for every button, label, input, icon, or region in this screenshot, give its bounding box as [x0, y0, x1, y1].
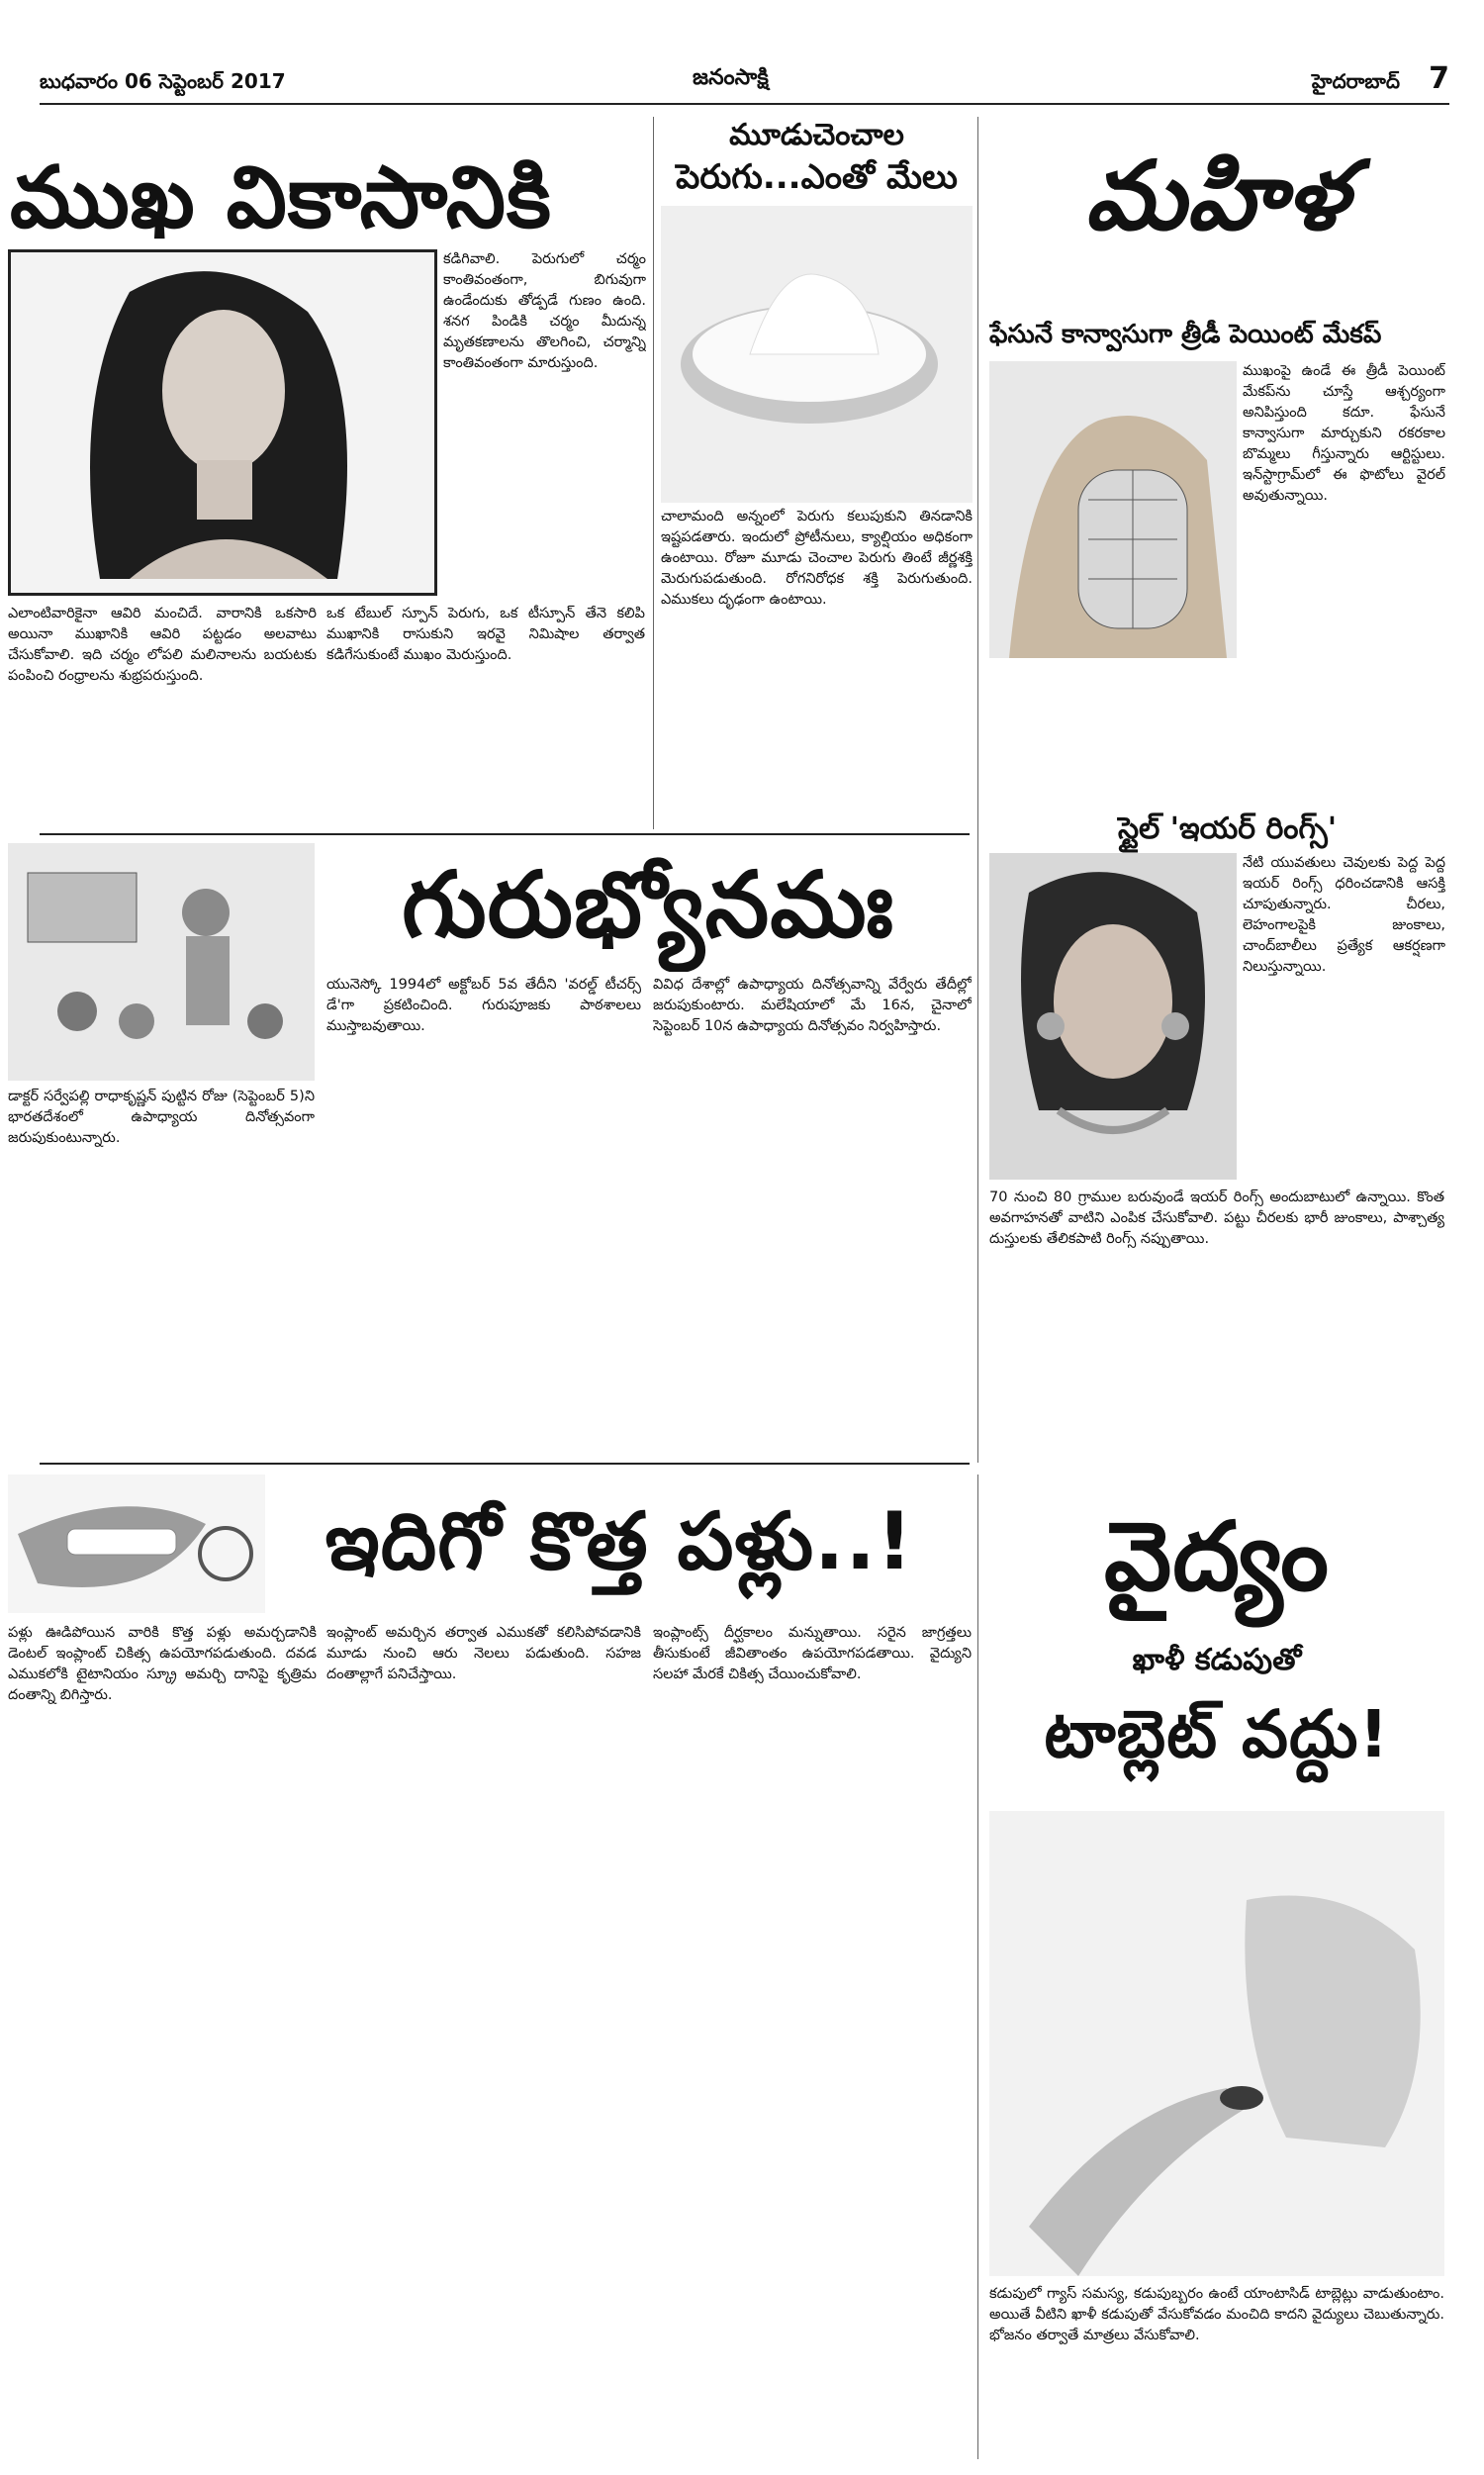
article1-text-col: ఒక టేబుల్ స్పూన్ పెరుగు, ఒక టీస్పూన్ తేనె కలిపి ముఖానికి రాసుకుని ఇరవై నిమిషాల తర్వాత కడిగేసుకుంటే ముఖం మెరుస్తుంది. [326, 606, 645, 663]
article4-text-bottom: 70 నుంచి 80 గ్రాముల బరువుండే ఇయర్ రింగ్స్ అందుబాటులో ఉన్నాయి. కొంత అవగాహనతో వాటిని ఎంపిక చేసుకోవాలి. పట్టు చీరలకు భారీ జుంకాలు, పాశ్చాత్య దుస్తులకు తేలికపాటి రింగ్స్ నప్పుతాయి. [989, 1190, 1444, 1247]
article2-headline-line2: పెరుగు...ఎంతో మేలు [676, 157, 958, 197]
teeth-smile-photo [8, 1475, 265, 1613]
3d-makeup-photo [989, 361, 1237, 658]
article5-text-col: యునెస్కో 1994లో అక్టోబర్ 5వ తేదీని 'వరల్డ్ టీచర్స్ డే'గా ప్రకటించింది. గురుపూజకు పాఠశాలలు ముస్తాబవుతాయి. [326, 977, 641, 1034]
paper-logo: జనంసాక్షి [693, 65, 769, 90]
article6-headline: ఇదిగో కొత్త పళ్లు..! [325, 1495, 914, 1587]
article1-headline: ముఖ వికాసానికి [10, 148, 552, 247]
article7-headline: టాబ్లెట్ వద్దు! [1044, 1696, 1390, 1772]
masthead-rule [40, 103, 1449, 105]
article5-headline: గురుభ్యోనమః [402, 852, 894, 958]
article5-text-col: వివిధ దేశాల్లో ఉపాధ్యాయ దినోత్సవాన్ని వేర్వేరు తేదీల్లో జరుపుకుంటారు. మలేషియాలో మే 16న, చైనాలో సెప్టెంబర్ 10న ఉపాధ్యాయ దినోత్సవం నిర్వహిస్తారు. [653, 977, 972, 1034]
column-divider [653, 117, 654, 829]
earrings-illustration [989, 853, 1237, 1180]
woman-portrait-photo [8, 249, 437, 596]
page-number: 7 [1429, 61, 1449, 96]
masthead [40, 61, 1449, 97]
section-title-vaidyam: వైద్యం [1104, 1501, 1330, 1612]
curd-illustration [661, 206, 973, 503]
article1-text-col: ఎలాంటివారికైనా ఆవిరి మంచిదే. వారానికి ఒకసారి అయినా ముఖానికి ఆవిరి పట్టడం అలవాటు చేసుకోవాలి. ఇది చర్మం లోపలి మలినాలను బయటకు పంపించి రంధ్రాలను శుభ్రపరుస్తుంది. [8, 606, 317, 684]
article6-text-col: పళ్లు ఊడిపోయిన వారికి కొత్త పళ్లు అమర్చడానికి డెంటల్ ఇంప్లాంట్ చికిత్స ఉపయోగపడుతుంది. దవడ ఎముకలోకి టైటానియం స్క్రూ అమర్చి దానిపై కృత్రిమ దంతాన్ని బిగిస్తారు. [8, 1625, 317, 1703]
pill-illustration [989, 1811, 1444, 2276]
section-rule [40, 1463, 970, 1465]
column-divider [977, 1475, 978, 2459]
article1-text-col: కడిగివాలి. పెరుగులో చర్మం కాంతివంతంగా, బిగువుగా ఉండేందుకు తోడ్పడే గుణం ఉంది. శనగ పిండికి చర్మం మీదున్న మృతకణాలను తొలగించి, చర్మాన్ని కాంతివంతంగా మారుస్తుంది. [443, 251, 646, 371]
article4-text: నేటి యువతులు చెవులకు పెద్ద పెద్ద ఇయర్ రింగ్స్ ధరించడానికి ఆసక్తి చూపుతున్నారు. చీరలు, లెహంగాలపైకి జుంకాలు, చాంద్‌బాలీలు ప్రత్యేక ఆకర్షణగా నిలుస్తున్నాయి. [1243, 855, 1445, 975]
article6-text-col: ఇంప్లాంట్ అమర్చిన తర్వాత ఎముకతో కలిసిపోవడానికి మూడు నుంచి ఆరు నెలలు పడుతుంది. సహజ దంతాల్లాగే పనిచేస్తాయి. [326, 1625, 641, 1682]
issue-date: బుధవారం 06 సెప్టెంబర్ 2017 [40, 69, 286, 93]
classroom-photo [8, 843, 315, 1081]
article7-kicker: ఖాళీ కడుపుతో [1132, 1643, 1302, 1677]
article3-text: ముఖంపై ఉండే ఈ త్రీడీ పెయింట్ మేకప్‌ను చూస్తే ఆశ్చర్యంగా అనిపిస్తుంది కదూ. ఫేసునే కాన్వాసుగా మార్చుకుని రకరకాల బొమ్మలు గీస్తున్నారు ఆర్టిస్టులు. ఇన్‌స్టాగ్రామ్‌లో ఈ ఫొటోలు వైరల్ అవుతున్నాయి. [1243, 363, 1445, 504]
article5-text-col: డాక్టర్ సర్వేపల్లి రాధాకృష్ణన్ పుట్టిన రోజు (సెప్టెంబర్ 5)ని భారతదేశంలో ఉపాధ్యాయ దినోత్సవంగా జరుపుకుంటున్నారు. [8, 1089, 315, 1146]
article4-headline: స్టైల్ 'ఇయర్ రింగ్స్' [1118, 811, 1337, 846]
article2-headline-line1: మూడుచెంచాల [729, 118, 904, 152]
edition-city: హైదరాబాద్ [1311, 69, 1400, 93]
section-title-mahila: మహిళ [1084, 141, 1349, 251]
section-rule [40, 833, 970, 835]
column-divider [977, 117, 978, 1463]
curd-bowl-photo [661, 206, 973, 503]
classroom-illustration [8, 843, 315, 1081]
teeth-illustration [8, 1475, 265, 1613]
article7-text: కడుపులో గ్యాస్ సమస్య, కడుపుబ్బరం ఉంటే యాంటాసిడ్ టాబ్లెట్లు వాడుతుంటాం. అయితే వీటిని ఖాళీ కడుపుతో వేసుకోవడం మంచిది కాదని వైద్యులు చెబుతున్నారు. భోజనం తర్వాతే మాత్రలు వేసుకోవాలి. [989, 2286, 1444, 2343]
article2-text: చాలామంది అన్నంలో పెరుగు కలుపుకుని తినడానికి ఇష్టపడతారు. ఇందులో ప్రోటీనులు, క్యాల్షియం అధికంగా ఉంటాయి. రోజూ మూడు చెంచాల పెరుగు తింటే జీర్ణశక్తి మెరుగుపడుతుంది. రోగనిరోధక శక్తి పెరుగుతుంది. ఎముకలు దృఢంగా ఉంటాయి. [661, 509, 973, 608]
article6-text-col: ఇంప్లాంట్స్ దీర్ఘకాలం మన్నుతాయి. సరైన జాగ్రత్తలు తీసుకుంటే జీవితాంతం ఉపయోగపడతాయి. వైద్యుని సలహా మేరకే చికిత్స చేయించుకోవాలి. [653, 1625, 972, 1682]
makeup-illustration [989, 361, 1237, 658]
article3-headline: ఫేసునే కాన్వాసుగా త్రీడీ పెయింట్ మేకప్ [989, 320, 1382, 349]
earrings-model-photo [989, 853, 1237, 1180]
portrait-illustration [11, 252, 434, 593]
tablet-pill-photo [989, 1811, 1444, 2276]
